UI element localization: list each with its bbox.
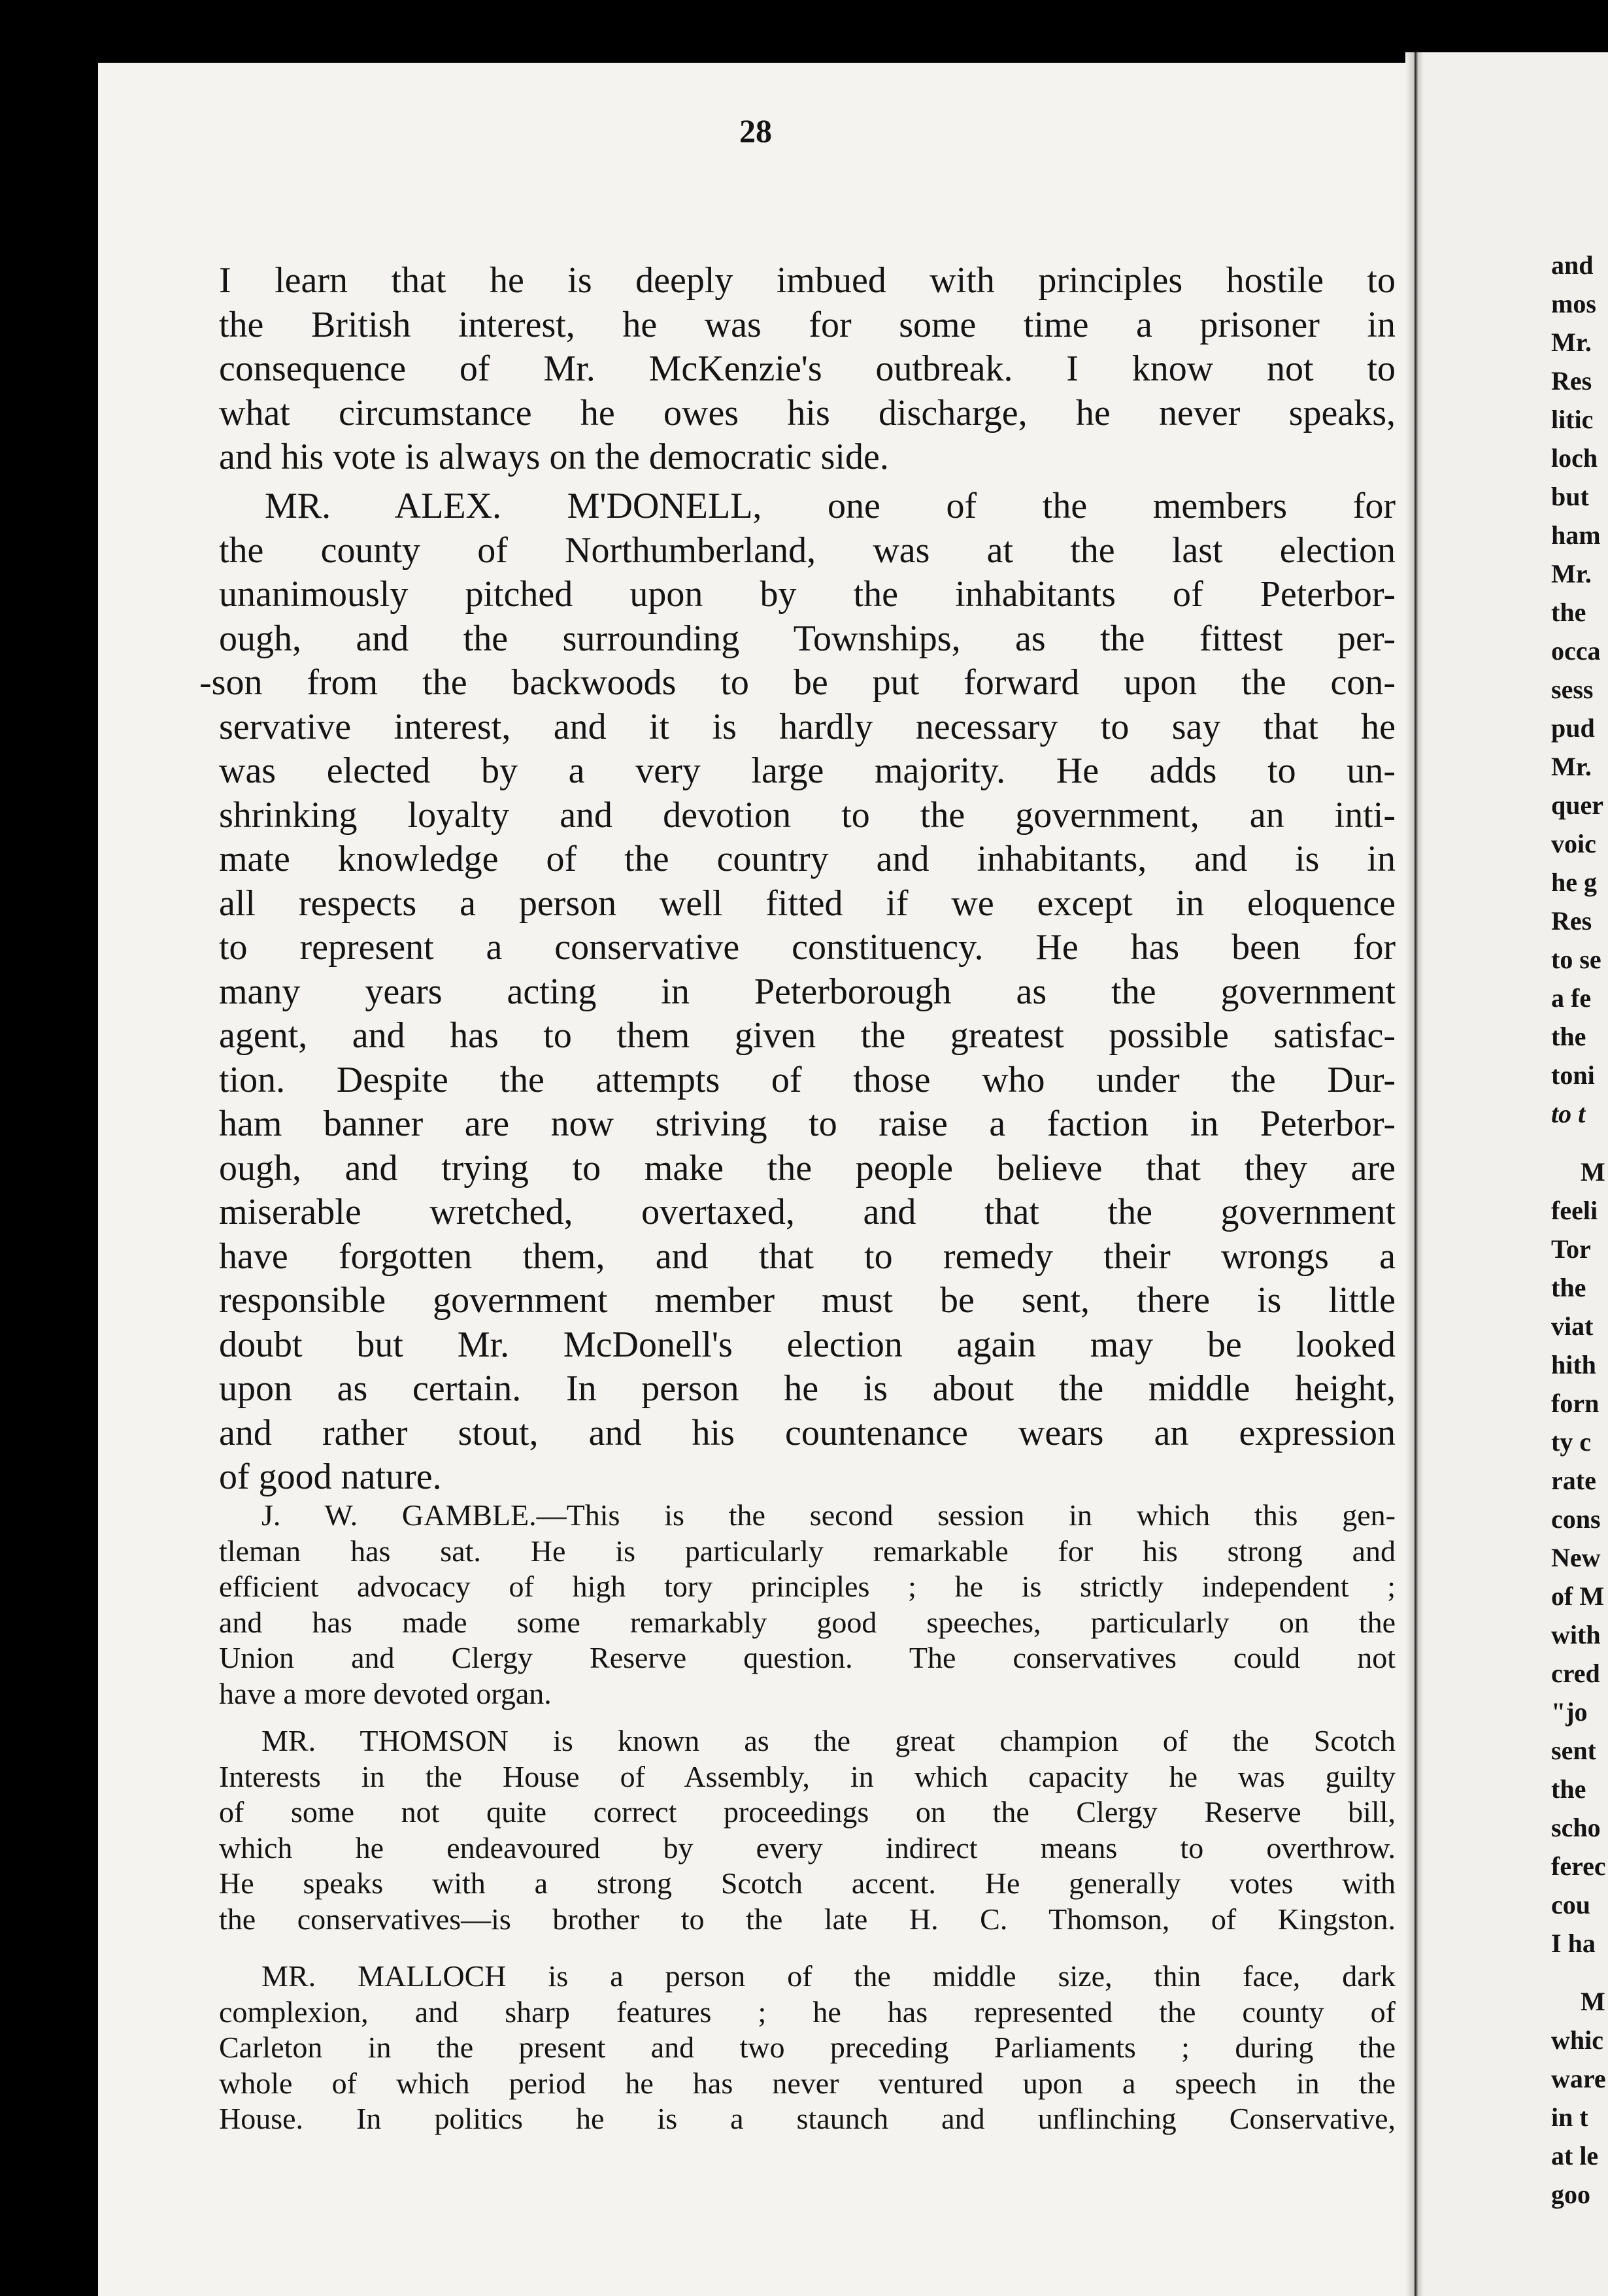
fragment-line: ty c	[1551, 1427, 1592, 1457]
text-line: MR. MALLOCH is a person of the middle size, thin face, dark	[261, 1959, 1396, 1993]
text-line: He speaks with a strong Scotch accent. He generally votes with	[219, 1866, 1396, 1900]
fragment-line: the	[1551, 598, 1586, 627]
fragment-line: I ha	[1551, 1929, 1596, 1958]
text-line: miserable wretched, overtaxed, and that the government	[219, 1192, 1396, 1232]
fragment-line: in t	[1551, 2102, 1588, 2132]
text-line: and rather stout, and his countenance wears an expression	[219, 1412, 1396, 1453]
text-line: which he endeavoured by every indirect means to overthrow.	[219, 1831, 1396, 1865]
fragment-line: ware	[1551, 2064, 1606, 2093]
text-line: tion. Despite the attempts of those who under the Dur-	[219, 1059, 1396, 1100]
fragment-line: goo	[1551, 2180, 1590, 2209]
text-line: doubt but Mr. McDonell's election again may be looked	[219, 1324, 1396, 1365]
text-line: mate knowledge of the country and inhabitants, and is in	[219, 839, 1396, 879]
fragment-line: ham	[1551, 520, 1601, 550]
text-line: agent, and has to them given the greatest possible satisfac-	[219, 1015, 1396, 1056]
text-line: and his vote is always on the democratic side.	[219, 437, 889, 477]
text-line: MR. THOMSON is known as the great champion of the Scotch	[261, 1724, 1396, 1757]
fragment-line: the	[1551, 1273, 1586, 1302]
fragment-line: Mr.	[1551, 559, 1592, 588]
fragment-line: Mr.	[1551, 752, 1592, 781]
facing-page-text	[1551, 246, 1606, 2214]
text-line: upon as certain. In person he is about the middle height,	[219, 1368, 1396, 1409]
fragment-line: scho	[1551, 1813, 1601, 1842]
book-page	[98, 63, 1413, 2296]
text-line: consequence of Mr. McKenzie's outbreak. I know not to	[219, 348, 1396, 389]
fragment-line: to t	[1551, 1099, 1586, 1128]
fragment-line: quer	[1551, 790, 1603, 820]
paragraph-mcdonell	[199, 484, 1396, 1500]
fragment-line: the	[1551, 1774, 1586, 1804]
fragment-line: whic	[1551, 2025, 1603, 2055]
fragment-line: M	[1581, 1987, 1605, 2016]
fragment-line: loch	[1551, 443, 1598, 473]
text-line: of some not quite correct proceedings on the Clergy Reserve bill,	[219, 1795, 1396, 1829]
fragment-line: pud	[1551, 713, 1595, 743]
fragment-line: forn	[1551, 1389, 1600, 1418]
paragraph-hostile-principles	[219, 259, 1396, 480]
text-line: Carleton in the present and two preceding Parliaments ; during the	[219, 2031, 1396, 2064]
fragment-line: cred	[1551, 1659, 1600, 1688]
fragment-line: sess	[1551, 675, 1594, 704]
text-line: tleman has sat. He is particularly remarkable for his strong and	[219, 1534, 1396, 1568]
text-line: have forgotten them, and that to remedy their wrongs a	[219, 1236, 1396, 1277]
fragment-line: the	[1551, 1022, 1586, 1051]
fragment-line: but	[1551, 482, 1589, 511]
page-number: 28	[739, 112, 772, 149]
text-line: shrinking loyalty and devotion to the government, an inti-	[219, 794, 1396, 836]
text-line: the county of Northumberland, was at the last election	[219, 530, 1396, 571]
text-line: the conservatives—is brother to the late H. C. Thomson, of Kingston.	[219, 1902, 1396, 1936]
text-line: was elected by a very large majority. He adds to un-	[219, 751, 1396, 791]
paragraph-thomson	[219, 1723, 1396, 1937]
text-line: the British interest, he was for some time a prisoner in	[219, 304, 1396, 345]
text-line: House. In politics he is a staunch and unflinching Conservative,	[219, 2102, 1396, 2135]
fragment-line: at le	[1551, 2141, 1599, 2170]
book-gutter	[1405, 52, 1424, 2296]
text-line: complexion, and sharp features ; he has represented the county of	[219, 1995, 1396, 2029]
fragment-line: sent	[1551, 1736, 1596, 1765]
text-line: servative interest, and it is hardly necessary to say that he	[219, 706, 1396, 747]
fragment-line: hith	[1551, 1350, 1596, 1379]
text-line: ough, and the surrounding Townships, as the fittest per-	[219, 618, 1396, 659]
fragment-line: viat	[1551, 1311, 1594, 1341]
text-line: ham banner are now striving to raise a faction in Peterbor-	[219, 1104, 1396, 1144]
fragment-line: Res	[1551, 366, 1592, 396]
text-line: Interests in the House of Assembly, in which capacity he was guilty	[219, 1759, 1396, 1793]
fragment-line: Tor	[1551, 1234, 1591, 1264]
fragment-line: rate	[1551, 1466, 1596, 1495]
text-line: whole of which period he has never ventured upon a speech in the	[219, 2066, 1396, 2100]
text-line: to represent a conservative constituency. He has been for	[219, 927, 1396, 968]
fragment-line: occa	[1551, 636, 1601, 666]
text-line: ough, and trying to make the people believe that they are	[219, 1147, 1396, 1189]
text-line: what circumstance he owes his discharge, he never speaks,	[219, 392, 1396, 433]
text-line: efficient advocacy of high tory principles ; he is strictly independent ;	[219, 1570, 1396, 1603]
fragment-line: and	[1551, 250, 1594, 280]
fragment-line: cou	[1551, 1890, 1590, 1919]
fragment-line: of M	[1551, 1581, 1605, 1611]
text-line: all respects a person well fitted if we except in eloquence	[219, 883, 1396, 924]
fragment-line: voic	[1551, 829, 1596, 858]
facing-page	[1424, 52, 1608, 2296]
fragment-line: a fe	[1551, 983, 1592, 1013]
text-line: Union and Clergy Reserve question. The conservatives could not	[219, 1641, 1396, 1674]
fragment-line: toni	[1551, 1060, 1595, 1090]
text-line: MR. ALEX. M'DONELL, one of the members for	[265, 486, 1396, 526]
fragment-line: Mr.	[1551, 328, 1592, 357]
fragment-line: ferec	[1551, 1851, 1606, 1881]
paragraph-malloch	[219, 1959, 1396, 2137]
text-line: and has made some remarkably good speeches, particularly on the	[219, 1605, 1396, 1639]
fragment-line: Res	[1551, 906, 1592, 936]
fragment-line: feeli	[1551, 1196, 1598, 1225]
fragment-line: M	[1581, 1157, 1605, 1187]
fragment-line: litic	[1551, 405, 1594, 434]
text-line: responsible government member must be sent, there is little	[219, 1280, 1396, 1321]
fragment-line: to se	[1551, 945, 1601, 974]
text-line: J. W. GAMBLE.—This is the second session in which this gen-	[261, 1498, 1396, 1532]
text-line: -son from the backwoods to be put forward upon the con-	[199, 662, 1396, 703]
text-line: I learn that he is deeply imbued with principles hostile to	[219, 260, 1396, 301]
fragment-line: New	[1551, 1543, 1601, 1572]
text-line: have a more devoted organ.	[219, 1676, 552, 1710]
text-line: many years acting in Peterborough as the government	[219, 971, 1396, 1012]
text-line: of good nature.	[219, 1457, 442, 1497]
paragraph-gamble	[219, 1498, 1396, 1712]
fragment-line: he g	[1551, 868, 1597, 897]
fragment-line: "jo	[1551, 1697, 1588, 1727]
text-line: unanimously pitched upon by the inhabitants of Peterbor-	[219, 574, 1396, 615]
fragment-line: cons	[1551, 1504, 1601, 1534]
fragment-line: with	[1551, 1620, 1601, 1649]
fragment-line: mos	[1551, 289, 1596, 318]
